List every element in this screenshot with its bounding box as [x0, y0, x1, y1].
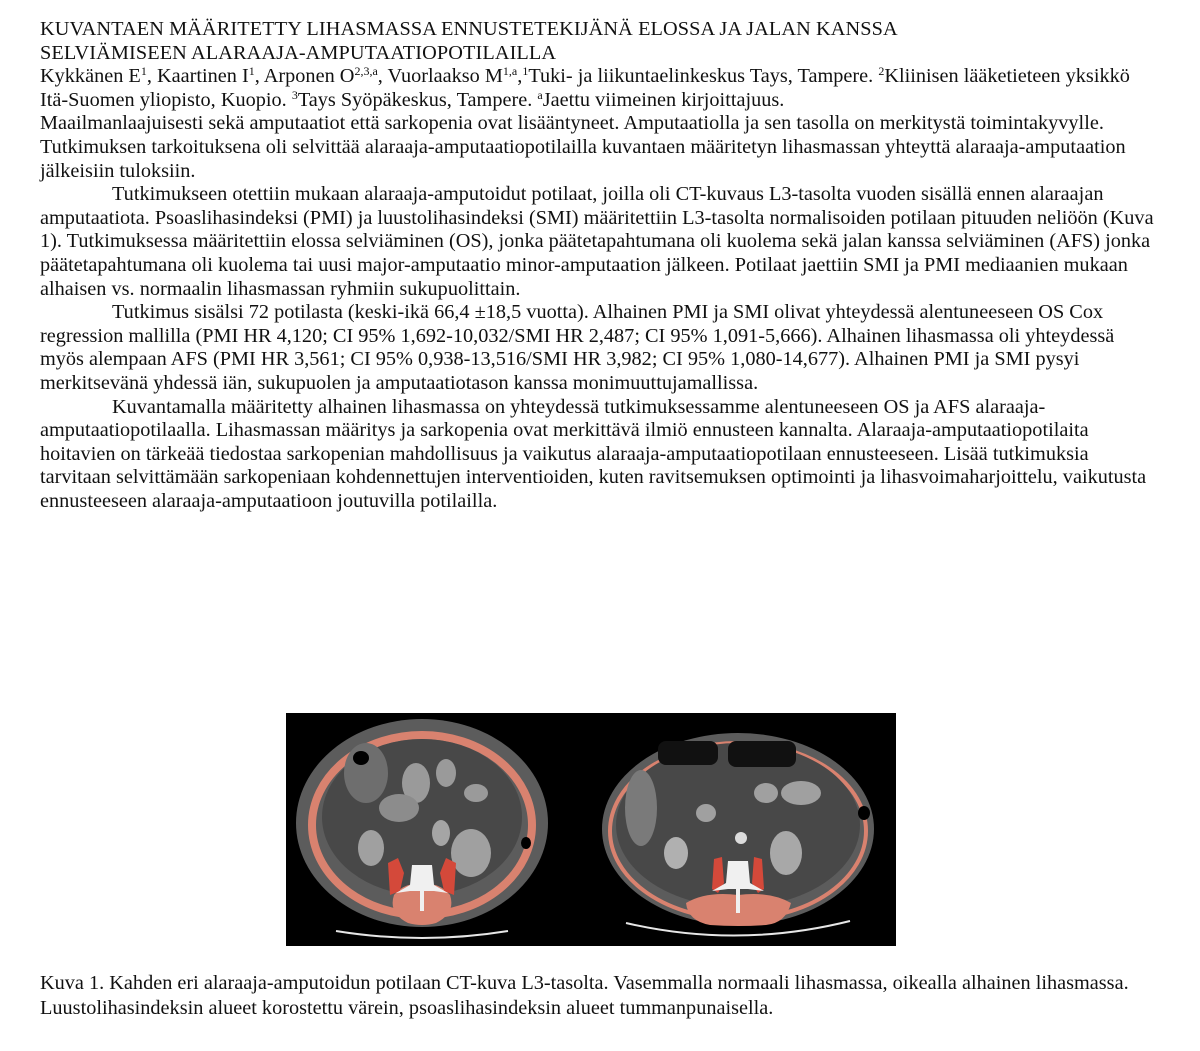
- author-name: Kykkänen E: [40, 65, 141, 88]
- ct-images: [286, 713, 896, 946]
- title-line-2: SELVIÄMISEEN ALARAAJA-AMPUTAATIOPOTILAILLA: [40, 41, 557, 64]
- author-name: , Kaartinen I: [146, 65, 249, 88]
- affiliation: Tays Syöpäkeskus, Tampere.: [297, 88, 538, 111]
- document-title: [40, 18, 1160, 65]
- paragraph-conclusions: Kuvantamalla määritetty alhainen lihasmassa on yhteydessä tutkimuksessamme alentuneeseen OS ja AFS alaraaja-amputaatiopotilaalla. Lihasmassan määritys ja sarkopenia ovat merkittävä ilmiö ennusteen kannalta. Alaraaja-amputaatiopotilaita hoitavien on tärkeää tiedostaa sarkopenian mahdollisuus ja vaikutus alaraaja-amputaatiopotilaan ennusteeseen. Lisää tutkimuksia tarvitaan selvittämään sarkopeniaan kohdennettujen interventioiden, kuten ravitsemuksen optimointi ja lihasvoimaharjoittelu, vaikutusta ennusteeseen alaraaja-amputaatioon joutuvilla potilailla.: [40, 395, 1147, 512]
- superscript: 1: [140, 64, 147, 79]
- author-name: , Arponen O: [254, 65, 355, 88]
- superscript: 2: [878, 64, 885, 79]
- paragraph-methods: Tutkimukseen otettiin mukaan alaraaja-amputoidut potilaat, joilla oli CT-kuvaus L3-tasolta vuoden sisällä ennen alaraajan amputaatiota. Psoaslihasindeksi (PMI) ja luustolihasindeksi (SMI) määritettiin L3-tasolta normalisoiden potilaan pituuden neliöön (Kuva 1). Tutkimuksessa määritettiin elossa selviäminen (OS), jonka päätetapahtumana oli kuolema sekä jalan kanssa selviäminen (AFS) jonka päätetapahtumana oli kuolema tai uusi major-amputaatio minor-amputaation jälkeen. Potilaat jaettiin SMI ja PMI mediaanien mukaan alhaisen vs. normaalin lihasmassan ryhmiin sukupuolittain.: [40, 183, 1154, 300]
- author-name: , Vuorlaakso M: [377, 65, 503, 88]
- title-line-1: KUVANTAEN MÄÄRITETTY LIHASMASSA ENNUSTETEKIJÄNÄ ELOSSA JA JALAN KANSSA: [40, 18, 898, 40]
- figure-caption: Kuva 1. Kahden eri alaraaja-amputoidun potilaan CT-kuva L3-tasolta. Vasemmalla normaali lihasmassa, oikealla alhainen lihasmassa. Luustolihasindeksin alueet korostettu värein, psoaslihasindeksin alueet tummanpunaisella.: [40, 972, 1129, 1020]
- separator: ,: [517, 65, 523, 88]
- superscript: 3: [291, 87, 298, 102]
- affiliation: Tuki- ja liikuntaelinkeskus Tays, Tampere.: [528, 65, 879, 88]
- superscript: 1: [248, 64, 255, 79]
- affiliation: Kliinisen lääketieteen yksikkö Itä-Suomen yliopisto, Kuopio.: [40, 65, 1130, 111]
- superscript: a: [537, 87, 543, 102]
- ct-figure: [286, 713, 896, 946]
- author-note: Jaettu viimeinen kirjoittajuus.: [542, 88, 785, 111]
- paragraph-results: Tutkimus sisälsi 72 potilasta (keski-ikä 66,4 ±18,5 vuotta). Alhainen PMI ja SMI olivat yhteydessä alentuneeseen OS Cox regression mallilla (PMI HR 4,120; CI 95% 1,692-10,032/SMI HR 2,487; CI 95% 1,091-5,666). Alhainen lihasmassa oli yhteydessä myös alempaan AFS (PMI HR 3,561; CI 95% 0,938-13,516/SMI HR 3,982; CI 95% 1,080-14,677). Alhainen PMI ja SMI pysyi merkitsevänä yhdessä iän, sukupuolen ja amputaatiotason kanssa monimuuttujamallissa.: [40, 301, 1115, 394]
- superscript: 1,a: [502, 64, 518, 79]
- document-body: [40, 18, 1160, 513]
- authors-affiliations: [40, 65, 1160, 112]
- superscript: 2,3,a: [354, 64, 378, 79]
- superscript: 1: [522, 64, 529, 79]
- paragraph-background: Maailmanlaajuisesti sekä amputaatiot että sarkopenia ovat lisääntyneet. Amputaatiolla ja sen tasolla on merkitystä toimintakyvylle. Tutkimuksen tarkoituksena oli selvittää alaraaja-amputaatiopotilailla kuvantaen määritetyn lihasmassan yhteyttä alaraaja-amputaation jälkeisiin tuloksiin.: [40, 112, 1126, 182]
